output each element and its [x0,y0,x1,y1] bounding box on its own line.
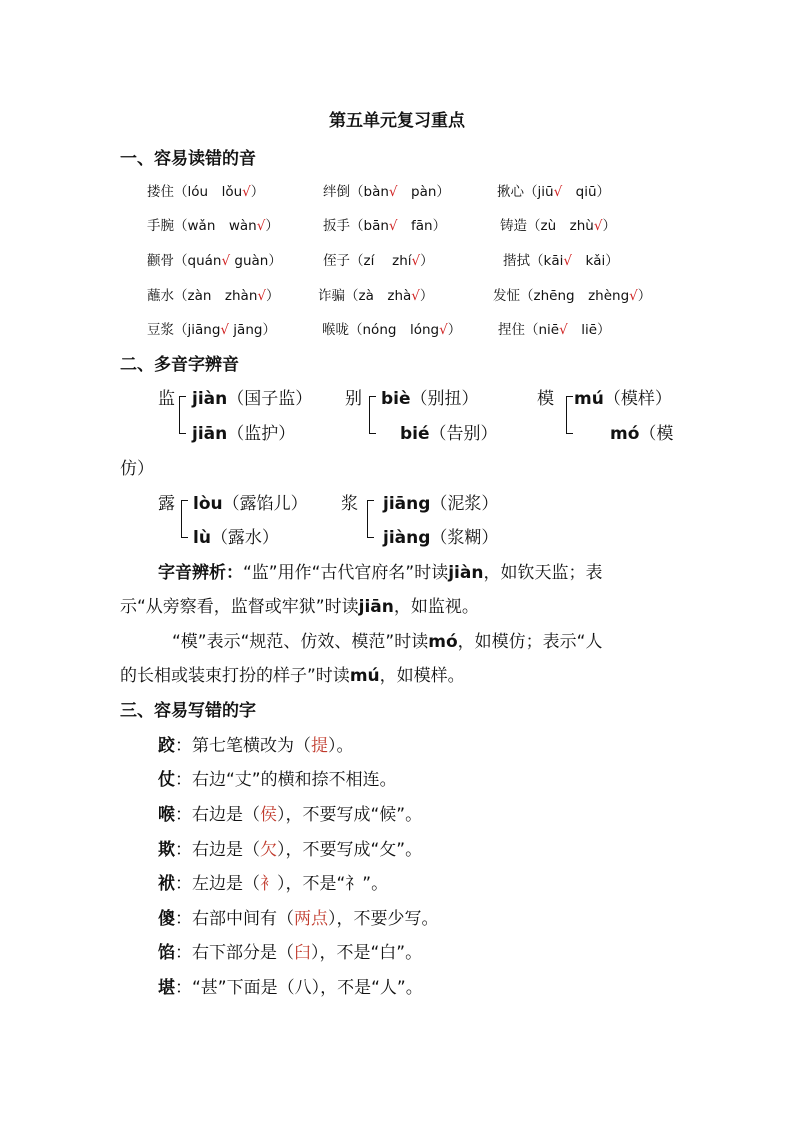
analysis-text: “模”表示“规范、仿效、模范”时读 [172,632,429,652]
reading-row [193,489,308,514]
word-item [318,284,433,304]
item-text: ：右部中间有（ [175,909,294,929]
target-char: 傻 [158,909,175,929]
check-mark-icon: √ [629,288,638,304]
section3-heading: 三、容易写错的字 [120,701,256,721]
target-char: 仗 [158,770,175,790]
pinyin: jiàn [192,389,228,409]
target-char: 欺 [158,840,175,860]
word-item [497,180,610,200]
word-text-end: ） [447,322,462,338]
pinyin: mó [428,632,458,652]
analysis-text: “监”用作“古代官府名”时读 [243,563,449,583]
target-char: 馅 [158,943,175,963]
reading-row [574,384,672,409]
polyphone-char: 浆 [341,494,358,514]
analysis-line [120,661,465,686]
reading-row [400,419,498,444]
list-item [158,904,439,929]
check-mark-icon: √ [563,253,572,269]
word-text-end: pàn） [397,184,450,200]
item-text: ：“甚”下面是（八），不是“人”。 [175,978,423,998]
example-word: （浆糊） [430,528,499,548]
target-char: 跤 [158,736,175,756]
example-word: （泥浆） [430,494,499,514]
item-text: ：左边是（ [175,874,260,894]
check-mark-icon: √ [411,253,421,269]
list-item [158,938,422,963]
item-text: ：第七笔横改为（ [175,736,311,756]
example-word: （国子监） [227,389,313,409]
reading-row [381,384,479,409]
word-text: 铸造（zù zhù [500,218,594,234]
pinyin: biè [381,389,411,409]
pinyin: jiāng [383,494,431,514]
word-text-end: ） [265,218,279,234]
item-text: ：右边是（ [175,805,260,825]
item-text: ：右边是（ [175,840,260,860]
list-item [158,869,388,894]
analysis-text: ，如监视。 [393,597,479,617]
reading-row [383,523,498,548]
list-item [158,835,422,860]
word-item [493,284,651,304]
reading-row [383,489,498,514]
list-item [158,800,422,825]
list-item [158,731,354,756]
word-text: 侄子（zí zhí [323,253,412,269]
pinyin: bié [400,424,430,444]
example-word: （告别） [429,424,498,444]
word-text: 揪心（jiū [497,184,554,200]
analysis-text: 的长相或装束打扮的样子”时读 [120,666,350,686]
word-item [323,180,450,200]
pinyin: jiàng [383,528,431,548]
highlight-text: 两点 [294,909,328,929]
word-text: 豆浆（jiāng [147,322,221,338]
word-item [322,318,461,338]
analysis-text: ，如模仿；表示“人 [457,632,603,652]
brace-icon [367,500,374,538]
word-text: 捏住（niē [498,322,560,338]
analysis-text: ，如钦天监；表 [483,563,603,583]
target-char: 堪 [158,978,175,998]
word-text: 诈骗（zà zhà [318,288,412,304]
word-text-end: jāng） [229,322,276,338]
word-text-end: ） [420,253,434,269]
word-item [500,214,616,234]
check-mark-icon: √ [559,322,568,338]
word-item [147,249,282,269]
word-item [147,180,264,200]
list-item [158,973,423,998]
item-text: ：右下部分是（ [175,943,294,963]
target-char: 袱 [158,874,175,894]
pinyin: mú [574,389,604,409]
analysis-line [120,592,479,617]
item-text: ），不要少写。 [328,909,439,929]
word-item [498,318,611,338]
reading-row [610,419,673,444]
highlight-text: 提 [311,736,328,756]
pinyin: mó [610,424,640,444]
word-text-end: liē） [567,322,611,338]
word-item [503,249,619,269]
word-text: 揩拭（kāi [503,253,564,269]
item-text: ），不要写成“攵”。 [277,840,423,860]
word-text-end: ） [266,288,280,304]
section2-heading: 二、多音字辨音 [120,355,239,375]
word-item [147,318,276,338]
word-item [323,214,446,234]
word-text-end: ） [637,288,652,304]
pinyin: lòu [193,494,223,514]
analysis-label: 字音辨析： [158,563,243,583]
item-text: ），不是“白”。 [311,943,423,963]
highlight-text: 侯 [260,805,277,825]
check-mark-icon: √ [257,288,266,304]
word-item [147,284,280,304]
check-mark-icon: √ [242,184,251,200]
section1-heading: 一、容易读错的音 [120,149,256,169]
example-word: （监护） [227,424,296,444]
polyphone-char: 模 [537,389,554,409]
reading-row [193,523,279,548]
page-title: 第五单元复习重点 [329,111,465,131]
check-mark-icon: √ [553,184,563,200]
pinyin: jiān [358,597,394,617]
word-text-end: ） [602,218,616,234]
example-word: （别扭） [410,389,479,409]
word-text-end: kǎi） [571,253,619,269]
check-mark-icon: √ [411,288,420,304]
target-char: 喉 [158,805,175,825]
analysis-line [158,558,602,583]
word-text: 手腕（wǎn wàn [147,218,257,234]
item-text: ）。 [328,736,354,756]
item-text: ：右边“丈”的横和捺不相连。 [175,770,397,790]
word-text-end: qiū） [562,184,611,200]
check-mark-icon: √ [388,184,398,200]
check-mark-icon: √ [221,253,231,269]
pinyin: jiàn [448,563,484,583]
highlight-text: 衤 [260,874,277,894]
brace-icon [566,396,573,434]
analysis-text: ，如模样。 [379,666,465,686]
word-text: 颧骨（quán [147,253,222,269]
brace-icon [179,396,186,434]
check-mark-icon: √ [256,218,266,234]
word-item [147,214,279,234]
check-mark-icon: √ [439,322,448,338]
reading-row [192,384,312,409]
example-word: （模样） [603,389,672,409]
word-text: 扳手（bān [323,218,389,234]
word-text: 搂住（lóu lǒu [147,184,243,200]
word-text: 蘸水（zàn zhàn [147,288,258,304]
analysis-line [172,627,602,652]
example-word: （露馅儿） [222,494,308,514]
pinyin: mú [349,666,380,686]
word-text-end: ） [419,288,434,304]
word-text: 绊倒（bàn [323,184,389,200]
pinyin: jiān [192,424,228,444]
pinyin: lù [193,528,211,548]
example-word: （露水） [210,528,279,548]
example-word: （模 [639,424,674,444]
polyphone-char: 露 [158,494,175,514]
wrapped-text: 仿） [120,459,154,479]
word-text: 发怔（zhēng zhèng [493,288,630,304]
word-item [323,249,434,269]
word-text: 喉咙（nóng lóng [322,322,440,338]
list-item [158,765,397,790]
brace-icon [369,396,376,434]
check-mark-icon: √ [593,218,603,234]
item-text: ），不是“礻”。 [277,874,389,894]
check-mark-icon: √ [388,218,398,234]
word-text-end: ） [250,184,265,200]
polyphone-char: 别 [345,389,362,409]
reading-row [192,419,295,444]
item-text: ），不要写成“候”。 [277,805,423,825]
polyphone-char: 监 [158,389,175,409]
highlight-text: 臼 [294,943,311,963]
analysis-text: 示“从旁察看，监督或牢狱”时读 [120,597,359,617]
check-mark-icon: √ [220,322,230,338]
word-text-end: fān） [397,218,447,234]
highlight-text: 欠 [260,840,277,860]
brace-icon [181,500,188,538]
word-text-end: guàn） [230,253,282,269]
